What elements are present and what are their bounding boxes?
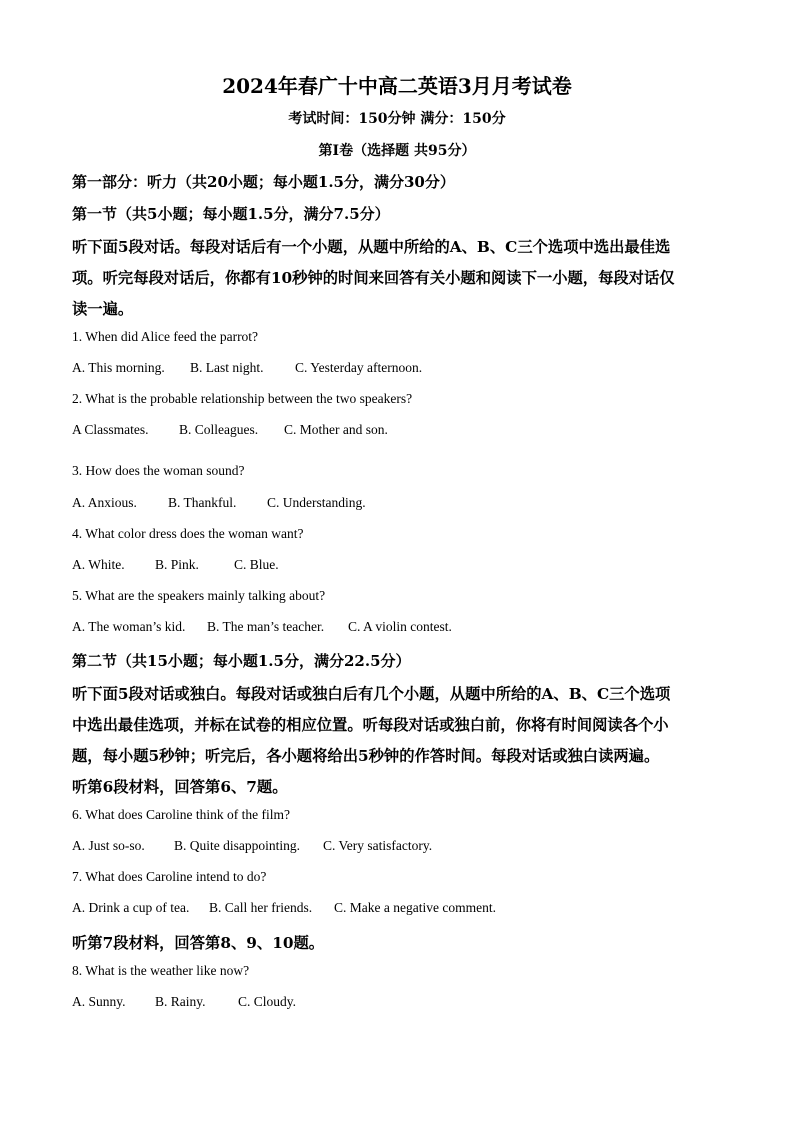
option-b: B. Pink. bbox=[155, 557, 199, 572]
question-options bbox=[72, 900, 496, 916]
section1-instruction-line: 项。听完每段对话后，你都有10秒钟的时间来回答有关小题和阅读下一小题，每段对话仅 bbox=[72, 269, 675, 287]
option-a: A. Just so-so. bbox=[72, 838, 145, 853]
group6-heading: 听第6段材料，回答第6、7题。 bbox=[72, 778, 288, 796]
question-options bbox=[72, 422, 388, 438]
question-stem: 6. What does Caroline think of the film? bbox=[72, 807, 290, 822]
question-options bbox=[72, 495, 366, 511]
option-c: C. A violin contest. bbox=[348, 619, 452, 634]
question-options bbox=[72, 619, 452, 635]
section2-heading: 第二节（共15小题；每小题1.5分，满分22.5分） bbox=[72, 652, 411, 670]
group7-heading: 听第7段材料，回答第8、9、10题。 bbox=[72, 934, 325, 952]
question-stem: 7. What does Caroline intend to do? bbox=[72, 869, 267, 884]
section1-instruction-line: 听下面5段对话。每段对话后有一个小题，从题中所给的A、B、C三个选项中选出最佳选 bbox=[72, 238, 671, 256]
question-stem: 8. What is the weather like now? bbox=[72, 963, 250, 978]
option-a: A. The woman’s kid. bbox=[72, 619, 186, 634]
section2-instruction-line: 中选出最佳选项，并标在试卷的相应位置。听每段对话或独白前，你将有时间阅读各个小 bbox=[72, 716, 669, 734]
question-options bbox=[72, 838, 432, 854]
question-stem: 4. What color dress does the woman want? bbox=[72, 526, 304, 541]
volume-heading: 第Ⅰ卷（选择题 共95分） bbox=[318, 143, 476, 159]
option-b: B. Call her friends. bbox=[209, 900, 313, 915]
section1-heading: 第一节（共5小题；每小题1.5分，满分7.5分） bbox=[72, 205, 390, 223]
option-b: B. Rainy. bbox=[155, 994, 206, 1009]
option-b: B. Last night. bbox=[190, 360, 264, 375]
option-b: B. Quite disappointing. bbox=[174, 838, 300, 853]
question-stem: 3. How does the woman sound? bbox=[72, 463, 245, 478]
option-b: B. Thankful. bbox=[168, 495, 237, 510]
question-stem: 1. When did Alice feed the parrot? bbox=[72, 329, 259, 344]
section2-instruction-line: 听下面5段对话或独白。每段对话或独白后有几个小题，从题中所给的A、B、C三个选项 bbox=[72, 685, 671, 703]
option-a: A. Sunny. bbox=[72, 994, 126, 1009]
question-stem: 2. What is the probable relationship between the two speakers? bbox=[72, 391, 413, 406]
part1-heading: 第一部分：听力（共20小题；每小题1.5分，满分30分） bbox=[72, 173, 455, 191]
option-c: C. Blue. bbox=[234, 557, 279, 572]
option-a: A. Anxious. bbox=[72, 495, 137, 510]
option-b: B. Colleagues. bbox=[179, 422, 259, 437]
section2-instruction-line: 题，每小题5秒钟；听完后，各小题将给出5秒钟的作答时间。每段对话或独白读两遍。 bbox=[72, 747, 660, 765]
option-c: C. Mother and son. bbox=[284, 422, 388, 437]
question-options bbox=[72, 557, 279, 573]
question-stem: 5. What are the speakers mainly talking about? bbox=[72, 588, 326, 603]
section1-instruction-line: 读一遍。 bbox=[72, 300, 134, 318]
option-a: A. Drink a cup of tea. bbox=[72, 900, 190, 915]
exam-info: 考试时间：150分钟 满分：150分 bbox=[288, 111, 506, 127]
option-a: A. This morning. bbox=[72, 360, 165, 375]
option-a: A. White. bbox=[72, 557, 125, 572]
option-a: A Classmates. bbox=[72, 422, 149, 437]
option-c: C. Make a negative comment. bbox=[334, 900, 496, 915]
exam-title: 2024年春广十中高二英语3月月考试卷 bbox=[222, 74, 572, 98]
option-c: C. Very satisfactory. bbox=[323, 838, 433, 853]
option-b: B. The man’s teacher. bbox=[207, 619, 325, 634]
option-c: C. Understanding. bbox=[267, 495, 366, 510]
option-c: C. Cloudy. bbox=[238, 994, 297, 1009]
option-c: C. Yesterday afternoon. bbox=[295, 360, 423, 375]
question-options bbox=[72, 994, 296, 1010]
question-options bbox=[72, 360, 422, 376]
